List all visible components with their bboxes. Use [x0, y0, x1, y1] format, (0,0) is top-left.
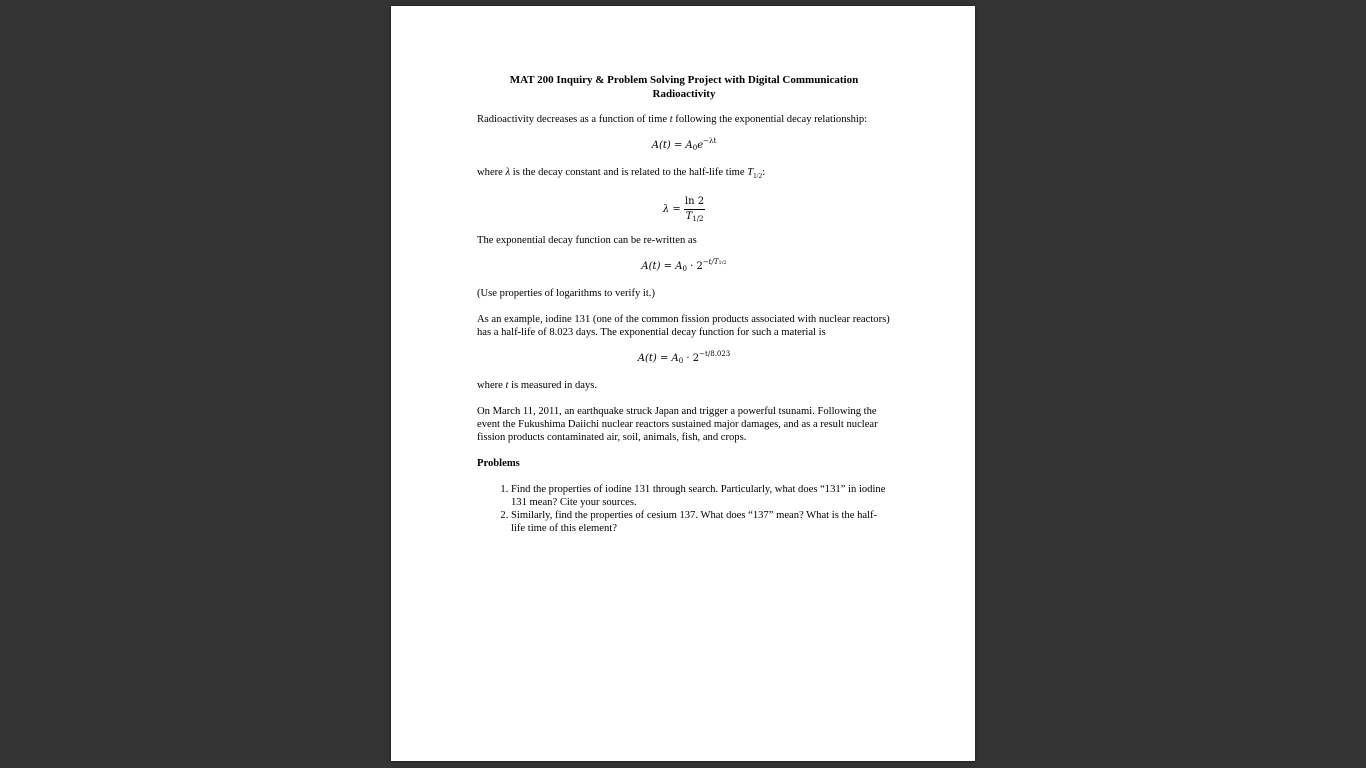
problems-heading: Problems — [477, 458, 520, 470]
eq2-den-sub: 1/2 — [692, 215, 704, 224]
intro-paragraph — [477, 113, 891, 126]
problem-item-2: 2. Similarly, find the properties of cesium 137. What does “137” mean? What is the half-life time of this element? — [511, 509, 891, 535]
eq4-mid: · 2 — [683, 353, 700, 365]
lambda-text-c: : — [762, 167, 766, 178]
problems-list — [477, 483, 891, 535]
eq1-exponent: −λt — [703, 137, 717, 145]
eq1-base: e — [697, 140, 704, 151]
equation-half-life-form — [477, 260, 891, 274]
rewrite-paragraph: The exponential decay function can be re-written as — [477, 235, 697, 247]
intro-variable: t — [669, 114, 673, 125]
intro-text-b: following the exponential decay relationship: — [672, 114, 868, 125]
lambda-variable: λ — [505, 167, 511, 178]
eq2-lhs: λ = — [662, 204, 681, 216]
eq1-sub: 0 — [692, 144, 698, 152]
eq4-sub: 0 — [678, 357, 684, 366]
title-line-1: MAT 200 Inquiry & Problem Solving Project with Digital Communication — [509, 74, 859, 86]
verify-paragraph: (Use properties of logarithms to verify it.) — [477, 288, 655, 300]
eq3-lhs: A(t) = A — [641, 261, 683, 273]
eq2-denominator — [684, 210, 705, 223]
problem-item-1: 1. Find the properties of iodine 131 through search. Particularly, what does “131” in iodine 131 mean? Cite your sources. — [511, 483, 891, 509]
equation-exponential-decay — [477, 139, 891, 153]
eq3-exp-sub: 1/2 — [718, 260, 727, 267]
example-paragraph: As an example, iodine 131 (one of the common fission products associated with nuclear reactors) has a half-life of 8.023 days. The exponential decay function for such a material is — [477, 314, 890, 339]
days-text-a: where — [477, 380, 506, 392]
intro-text-a: Radioactivity decreases as a function of time — [477, 114, 670, 125]
eq3-exponent — [703, 258, 727, 266]
lambda-paragraph — [477, 166, 891, 183]
equation-iodine-131 — [477, 352, 891, 366]
eq4-lhs: A(t) = A — [637, 353, 679, 365]
lambda-text-b: is the decay constant and is related to the half-life time — [510, 167, 748, 178]
days-text-b: is measured in days. — [508, 380, 598, 392]
fukushima-paragraph: On March 11, 2011, an earthquake struck Japan and trigger a powerful tsunami. Following the event the Fukushima Daiichi nuclear reactors sustained major damages, and as a result nuclear fission products contaminated air, soil, animals, fish, and crops. — [477, 406, 878, 444]
eq4-exponent: −t/8.023 — [699, 350, 731, 359]
eq2-den-T: T — [685, 211, 693, 223]
eq1-lhs: A(t) = A — [651, 140, 693, 151]
days-variable: t — [505, 380, 509, 392]
equation-decay-constant — [477, 196, 891, 223]
lambda-T-sub: 1/2 — [753, 172, 763, 181]
document-page — [391, 6, 975, 761]
document-content — [477, 73, 891, 535]
eq2-fraction — [684, 196, 705, 223]
lambda-T: T — [747, 167, 754, 178]
eq3-sub: 0 — [682, 265, 687, 274]
days-paragraph — [477, 379, 891, 392]
eq2-numerator: ln 2 — [684, 196, 705, 210]
lambda-text-a: where — [477, 167, 506, 178]
eq3-exp: −t/T — [702, 258, 719, 267]
title-line-2: Radioactivity — [652, 88, 716, 100]
document-title — [477, 73, 891, 101]
eq3-mid: · 2 — [686, 261, 703, 273]
